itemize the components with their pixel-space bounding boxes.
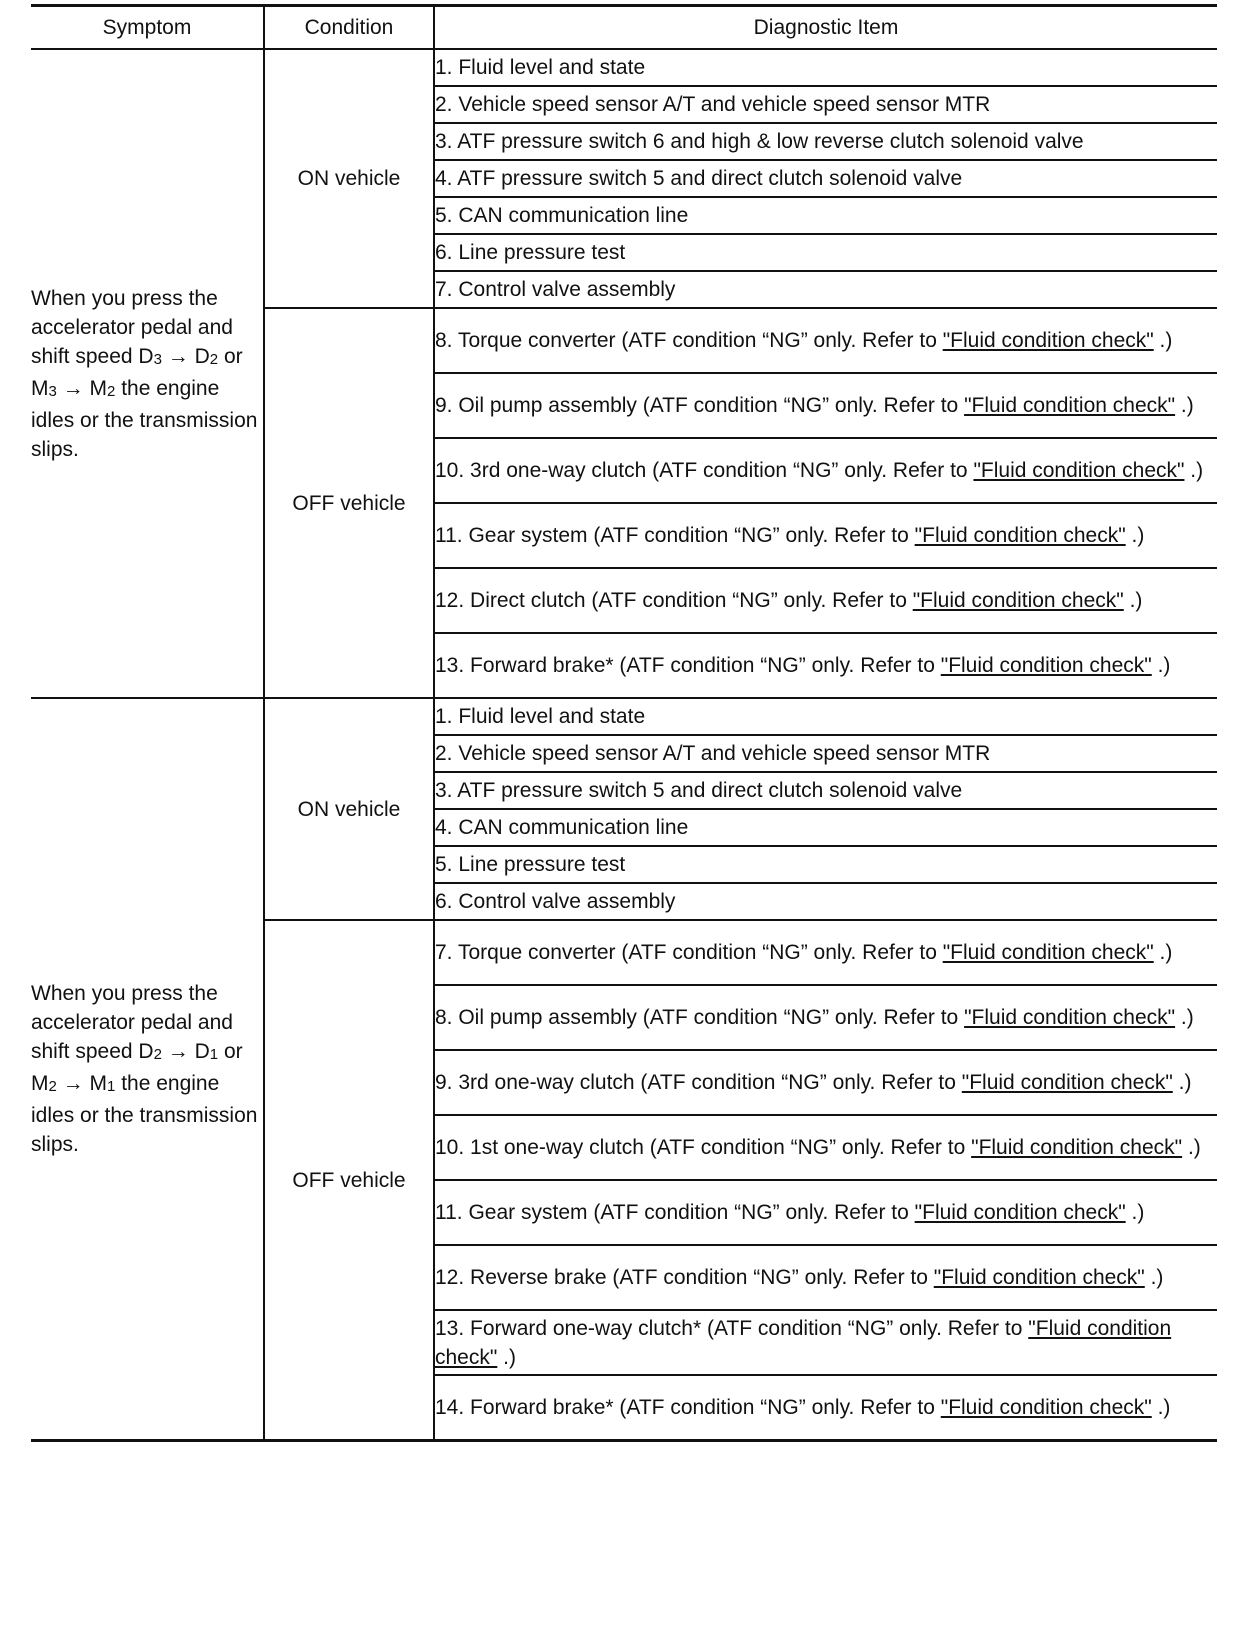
- fluid-condition-check-link[interactable]: "Fluid condition check": [940, 1396, 1152, 1419]
- fluid-condition-check-link[interactable]: "Fluid condition check": [940, 654, 1152, 677]
- table-row: [31, 49, 1217, 86]
- diagnostic-item: 2. Vehicle speed sensor A/T and vehicle speed sensor MTR: [434, 735, 1217, 772]
- symptom-cell: [31, 698, 264, 1441]
- diagnostic-item: 10. 3rd one-way clutch (ATF condition “NG” only. Refer to "Fluid condition check" .): [434, 438, 1217, 503]
- diagnostic-item: 7. Torque converter (ATF condition “NG” only. Refer to "Fluid condition check" .): [434, 920, 1217, 985]
- table-header-row: [31, 6, 1217, 50]
- header-diagnostic-item: Diagnostic Item: [434, 6, 1217, 50]
- diagnostic-item: 14. Forward brake* (ATF condition “NG” only. Refer to "Fluid condition check" .): [434, 1375, 1217, 1441]
- fluid-condition-check-link[interactable]: "Fluid condition check": [933, 1266, 1145, 1289]
- fluid-condition-check-link[interactable]: "Fluid condition check": [914, 524, 1126, 547]
- fluid-condition-check-link[interactable]: "Fluid condition check": [914, 1201, 1126, 1224]
- diagnostic-item: 9. Oil pump assembly (ATF condition “NG” only. Refer to "Fluid condition check" .): [434, 373, 1217, 438]
- diagnostic-item: 4. ATF pressure switch 5 and direct clutch solenoid valve: [434, 160, 1217, 197]
- diagnostic-item: 8. Torque converter (ATF condition “NG” only. Refer to "Fluid condition check" .): [434, 308, 1217, 373]
- table-row: [31, 698, 1217, 735]
- diagnostic-item: 12. Direct clutch (ATF condition “NG” only. Refer to "Fluid condition check" .): [434, 568, 1217, 633]
- diagnostic-item: 13. Forward brake* (ATF condition “NG” only. Refer to "Fluid condition check" .): [434, 633, 1217, 698]
- symptom-text: When you press the accelerator pedal and shift speed $D_3 \to D_2$ or $M_3 \to M_2$ the engine idles or the transmission slips.: [31, 286, 258, 461]
- condition-off-vehicle: OFF vehicle: [264, 920, 434, 1441]
- diagnostic-item: 10. 1st one-way clutch (ATF condition “NG” only. Refer to "Fluid condition check" .): [434, 1115, 1217, 1180]
- diagnostic-item: 11. Gear system (ATF condition “NG” only. Refer to "Fluid condition check" .): [434, 503, 1217, 568]
- fluid-condition-check-link[interactable]: "Fluid condition check": [942, 329, 1154, 352]
- fluid-condition-check-link[interactable]: "Fluid condition check": [964, 1006, 1176, 1029]
- fluid-condition-check-link[interactable]: "Fluid condition check": [912, 589, 1124, 612]
- symptom-cell: [31, 49, 264, 698]
- diagnostic-item: 12. Reverse brake (ATF condition “NG” only. Refer to "Fluid condition check" .): [434, 1245, 1217, 1310]
- diagnostic-table: [31, 4, 1217, 1442]
- diagnostic-item: 3. ATF pressure switch 5 and direct clutch solenoid valve: [434, 772, 1217, 809]
- symptom-group-2: [31, 698, 1217, 1441]
- diagnostic-item: 1. Fluid level and state: [434, 698, 1217, 735]
- diagnostic-item: 6. Control valve assembly: [434, 883, 1217, 920]
- fluid-condition-check-link[interactable]: "Fluid condition check": [964, 394, 1176, 417]
- diagnostic-item: 13. Forward one-way clutch* (ATF condition “NG” only. Refer to "Fluid condition check" .): [434, 1310, 1217, 1375]
- diagnostic-item: 8. Oil pump assembly (ATF condition “NG” only. Refer to "Fluid condition check" .): [434, 985, 1217, 1050]
- diagnostic-item: 5. CAN communication line: [434, 197, 1217, 234]
- condition-off-vehicle: OFF vehicle: [264, 308, 434, 698]
- diagnostic-item: 11. Gear system (ATF condition “NG” only. Refer to "Fluid condition check" .): [434, 1180, 1217, 1245]
- symptom-text: When you press the accelerator pedal and shift speed $D_2 \to D_1$ or $M_2 \to M_1$ the engine idles or the transmission slips.: [31, 982, 258, 1156]
- diagnostic-item: 4. CAN communication line: [434, 809, 1217, 846]
- fluid-condition-check-link[interactable]: "Fluid condition check": [942, 941, 1154, 964]
- diagnostic-item: 9. 3rd one-way clutch (ATF condition “NG” only. Refer to "Fluid condition check" .): [434, 1050, 1217, 1115]
- symptom-group-1: [31, 49, 1217, 698]
- fluid-condition-check-link[interactable]: "Fluid condition check": [971, 1136, 1183, 1159]
- diagnostic-item: 7. Control valve assembly: [434, 271, 1217, 308]
- fluid-condition-check-link[interactable]: "Fluid condition check": [973, 459, 1185, 482]
- diagnostic-item: 6. Line pressure test: [434, 234, 1217, 271]
- diagnostic-item: 5. Line pressure test: [434, 846, 1217, 883]
- condition-on-vehicle: ON vehicle: [264, 49, 434, 308]
- condition-on-vehicle: ON vehicle: [264, 698, 434, 920]
- diagnostic-item: 3. ATF pressure switch 6 and high & low reverse clutch solenoid valve: [434, 123, 1217, 160]
- diagnostic-item: 1. Fluid level and state: [434, 49, 1217, 86]
- fluid-condition-check-link[interactable]: "Fluid condition check": [961, 1071, 1173, 1094]
- header-symptom: Symptom: [31, 6, 264, 50]
- header-condition: Condition: [264, 6, 434, 50]
- fluid-condition-check-link[interactable]: "Fluid condition check": [435, 1316, 1172, 1369]
- diagnostic-item: 2. Vehicle speed sensor A/T and vehicle speed sensor MTR: [434, 86, 1217, 123]
